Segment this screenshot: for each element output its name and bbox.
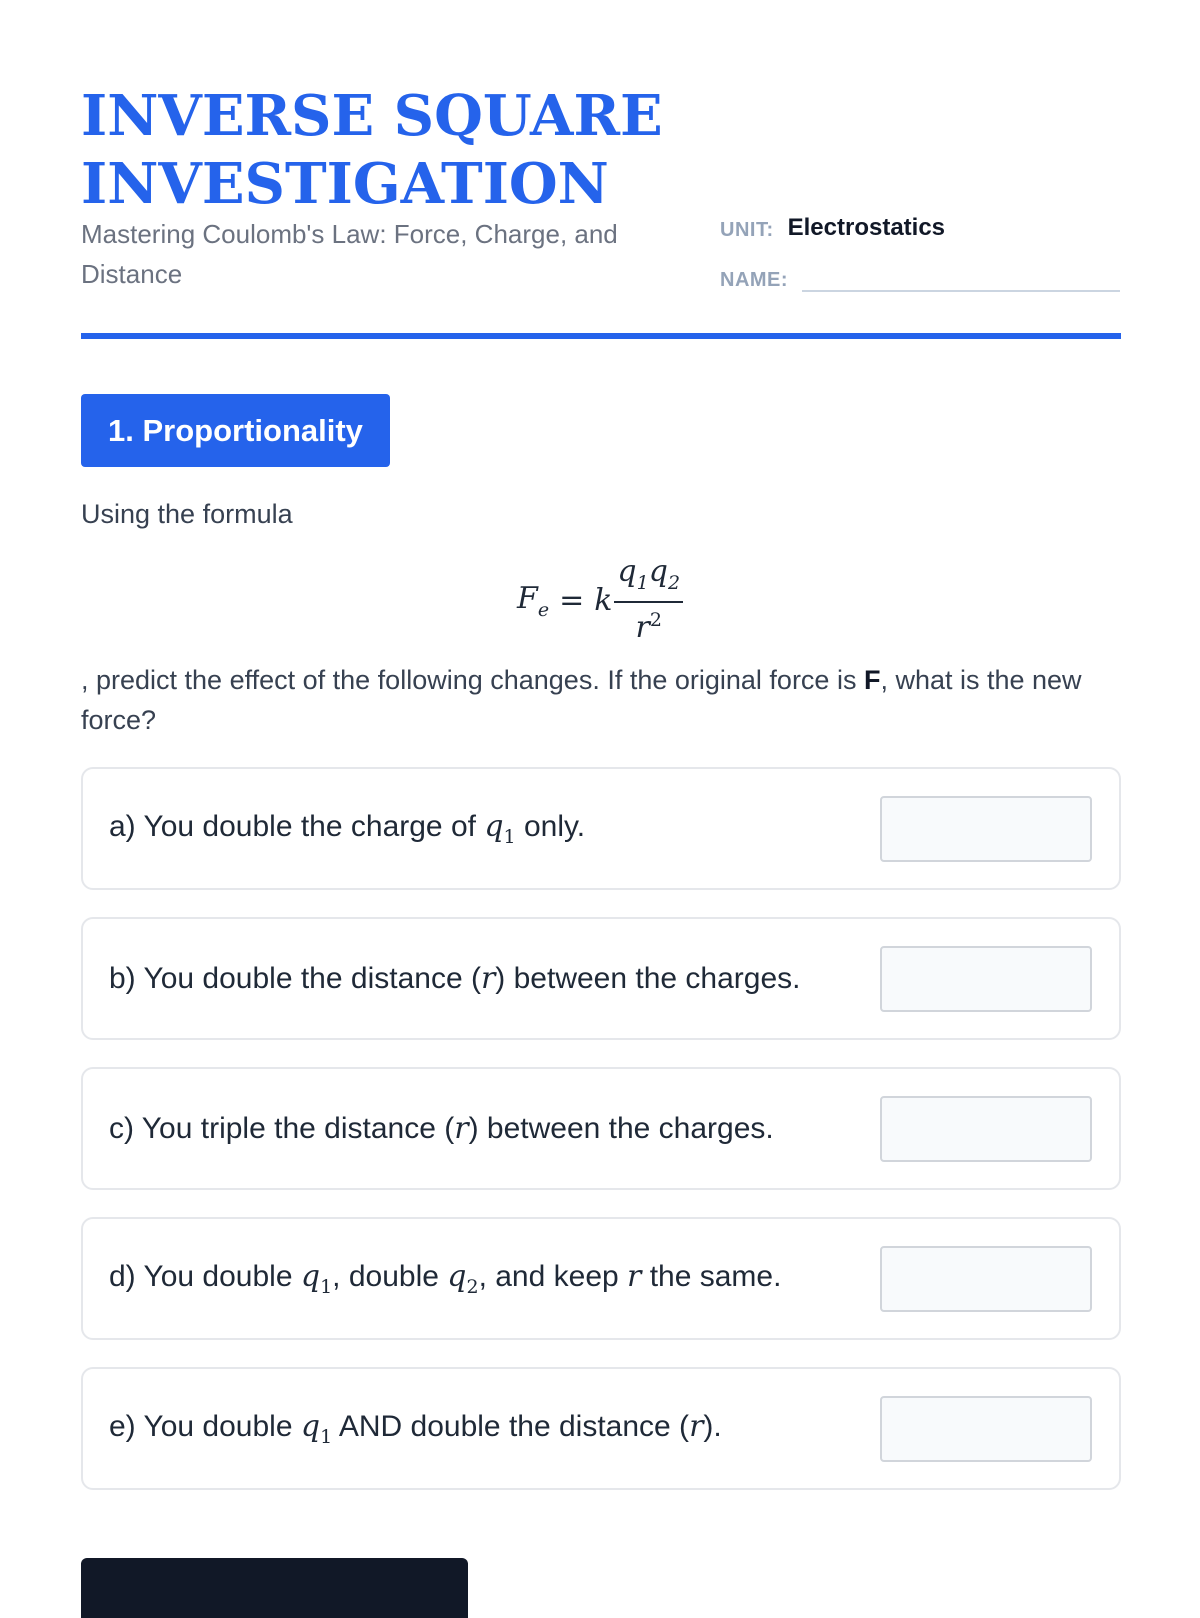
question-e [81,1367,1121,1490]
force-symbol: F [863,665,881,695]
unit-label: UNIT: [720,219,774,241]
question-b-text: b) You double the distance (r) between the charges. [109,961,801,996]
question-b [81,917,1121,1040]
formula-equals: = [559,583,585,618]
name-input-line[interactable] [802,262,1120,292]
next-section-banner [81,1558,468,1618]
unit-field [720,214,945,242]
question-d-text: d) You double $q_1$, double $q_2$, and keep r the same. [109,1259,782,1298]
answer-box-e[interactable] [880,1396,1092,1462]
title-line-1: INVERSE SQUARE [81,83,663,149]
instructions-text: , predict the effect of the following changes. If the original force is F, what is the new force? [81,665,1082,735]
answer-box-d[interactable] [880,1246,1092,1312]
formula-numerator: $q_1q_2$ [614,556,683,603]
name-label: NAME: [720,269,789,291]
coulomb-formula [517,556,683,645]
answer-box-b[interactable] [880,946,1092,1012]
question-c-text: c) You triple the distance (r) between the charges. [109,1111,774,1146]
question-a [81,767,1121,890]
intro-text: Using the formula [81,499,293,529]
formula-denominator: $r^2$ [635,609,662,645]
unit-value: Electrostatics [787,214,946,241]
question-a-text: a) You double the charge of $q_1$ only. [109,809,586,848]
question-d [81,1217,1121,1340]
name-field [720,262,1120,292]
header-divider [81,333,1121,339]
page-subtitle: Mastering Coulomb's Law: Force, Charge, and Distance [81,219,618,289]
answer-box-c[interactable] [880,1096,1092,1162]
question-list [81,767,1121,1517]
answer-box-a[interactable] [880,796,1092,862]
title-line-2: INVESTIGATION [81,151,609,217]
section-heading: 1. Proportionality [81,394,390,467]
page-title [81,82,721,218]
formula-constant: k [594,583,613,618]
formula-lhs: $F_e$ [517,580,550,621]
question-c [81,1067,1121,1190]
formula-fraction [614,556,683,645]
question-e-text: e) You double $q_1$ AND double the distance (r). [109,1409,722,1448]
